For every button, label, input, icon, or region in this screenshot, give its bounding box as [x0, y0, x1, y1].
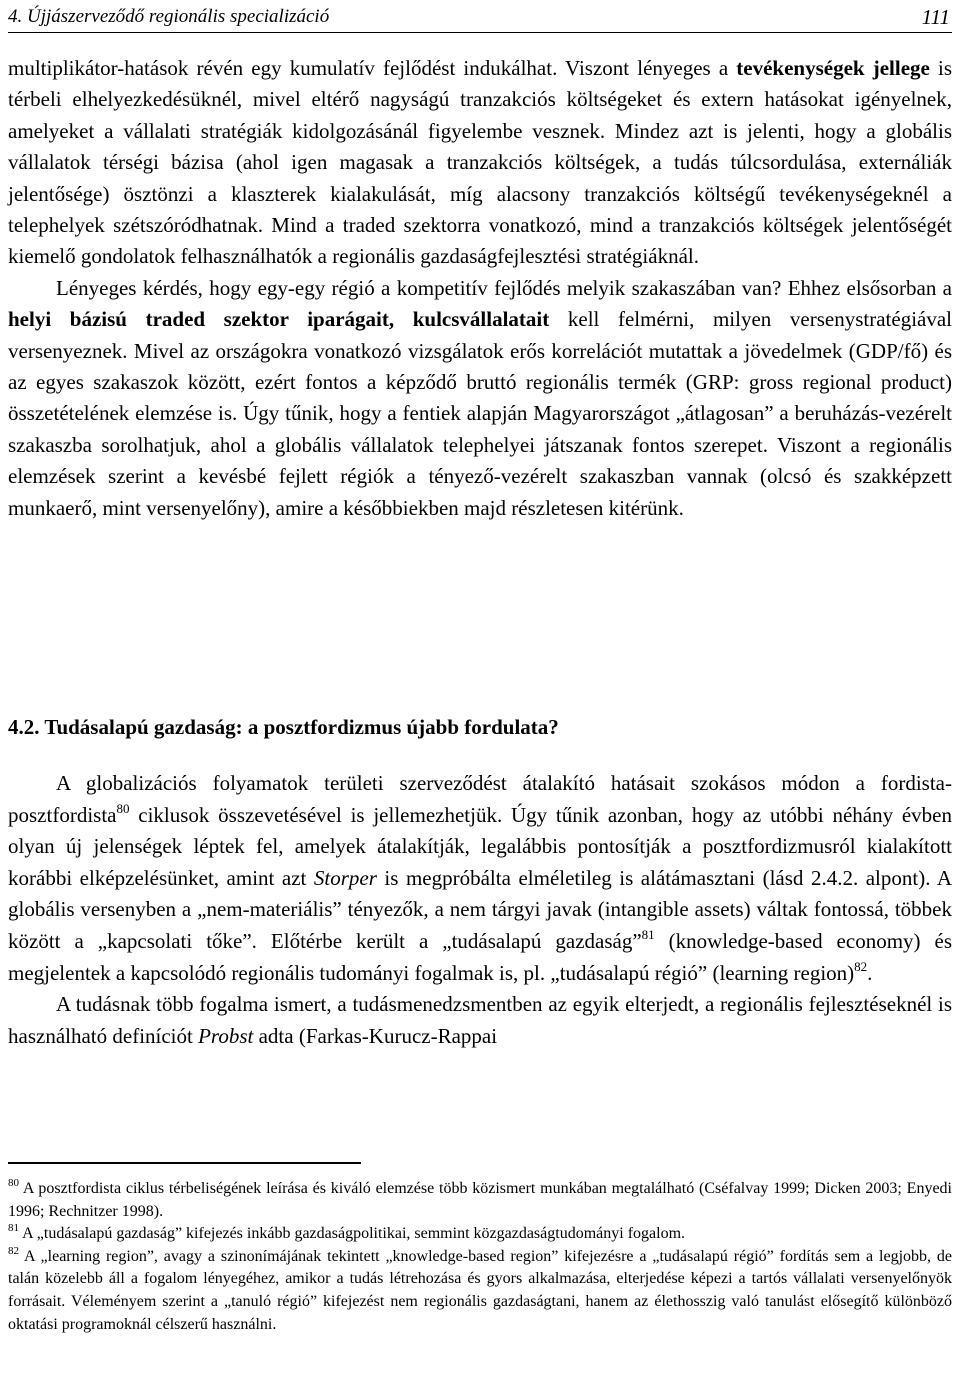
footnote-82 — [8, 1246, 952, 1336]
p3-text-a: A globalizációs folyamatok területi szerveződést átalakító hatásait szokásos módon a fordista-posztfordista — [8, 771, 952, 827]
p2-text-a: Lényeges kérdés, hogy egy-egy régió a kompetitív fejlődés melyik szakaszában van? Ehhez elsősorban a — [56, 275, 952, 300]
p3-text-f: . — [867, 960, 873, 985]
paragraph-2 — [8, 273, 952, 524]
footnote-ref-81[interactable]: 81 — [641, 926, 655, 942]
p1-bold-term: tevékenységek jellege — [736, 56, 930, 80]
running-header — [8, 4, 952, 33]
footnote-ref-80[interactable]: 80 — [116, 800, 130, 816]
footnote-80 — [8, 1178, 952, 1223]
chapter-title: 4. Újjászerveződő regionális specializáció — [8, 6, 330, 27]
footnote-81 — [8, 1223, 952, 1246]
footnote-text: A posztfordista ciklus térbeliségének leírása és kiváló elemzése több közismert munkában megtalálható (Cséfalvay 1999; Dicken 2003; Enyedi 1996; Rechnitzer 1998). — [8, 1180, 952, 1220]
paragraph-1 — [8, 53, 952, 273]
body-text-section — [8, 768, 952, 1052]
p2-text-c: kell felmérni, milyen versenystratégiával versenyeznek. Mivel az országokra vonatkozó vizsgálatok erős korrelációt mutattak a jövedelmek (GDP/fő) és az egyes szakaszok között, ezért fontos a képződő bruttó regionális termék (GRP: gross regional product) összetételének elemzése is. Úgy tűnik, hogy a fentiek alapján Magyarországot „átlagosan” a beruházás-vezérelt szakaszba sorolhatjuk, ahol a globális vállalatok telephelyei játszanak fontos szerepet. Viszont a regionális elemzések szerint a kevésbé fejlett régiók a tényező-vezérelt szakaszban vannak (olcsó és szakképzett munkaerő, mint versenyelőny), amire a későbbiekben majd részletesen kitérünk. — [8, 307, 952, 520]
p3-text-d: is megpróbálta elméletileg is alátámasztani (lásd 2.4.2. alpont). A globális versenyben a „nem-materiális” tényezők, a nem tárgyi javak (intangible assets) váltak fontossá, többek között a „kapcsolati tőke”. Előtérbe került a „tudásalapú gazdaság” — [8, 865, 952, 953]
footnote-separator — [8, 1162, 361, 1164]
p2-bold-term: helyi bázisú traded szektor iparágait, kulcsvállalatait — [8, 307, 550, 332]
footnotes — [8, 1178, 952, 1336]
p4-italic-author: Probst — [198, 1023, 254, 1048]
p3-italic-author: Storper — [313, 865, 377, 890]
footnote-text: A „learning region”, avagy a szinonímájának tekintett „knowledge-based region” kifejezésre a „tudásalapú régió” fordítás sem a legjobb, de talán közelebb áll a fogalom lényegéhez, amikor a tudás létrehozása és gyors alkalmazása, elterjedése képezi a tartós vállalati versenyelőnyök forrásait. Véleményem szerint a „tanuló régió” kifejezést nem regionális gazdaságtani, hanem az élethosszig való tanulást elősegítő különböző oktatási programoknál célszerű használni. — [8, 1247, 952, 1333]
p3-text-e: (knowledge-based economy) és megjelentek a kapcsolódó regionális tudományi fogalmak is, pl. „tudásalapú régió” (learning region) — [8, 928, 952, 985]
footnote-ref-82[interactable]: 82 — [854, 958, 868, 974]
paragraph-4 — [8, 989, 952, 1052]
paragraph-3 — [8, 768, 952, 989]
p4-text-c: adta (Farkas-Kurucz-Rappai — [253, 1023, 498, 1048]
page-number: 111 — [921, 5, 950, 29]
p1-text-a: multiplikátor-hatások révén egy kumulatív fejlődést indukálhat. Viszont lényeges a — [8, 56, 737, 80]
section-heading: 4.2. Tudásalapú gazdaság: a posztfordizmus újabb fordulata? — [8, 715, 559, 739]
footnote-number: 80 — [8, 1177, 19, 1189]
p1-text-c: is térbeli elhelyezkedésüknél, mivel eltérő nagyságú tranzakciós költségeket és extern hatásokat igényelnek, amelyeket a vállalati stratégiák kidolgozásánál figyelembe vesznek. Mindez azt is jelenti, hogy a globális vállalatok térségi bázisa (ahol igen magasak a tranzakciós költségek, a tudás túlcsordulása, externáliák jelentősége) ösztönzi a klaszterek kialakulását, míg alacsony tranzakciós költségű tevékenységeknél a telephelyek szétszóródhatnak. Mind a traded szektorra vonatkozó, mind a tranzakciós költségek jelentőségét kiemelő gondolatok felhasználhatók a regionális gazdaságfejlesztési stratégiáknál. — [8, 56, 952, 269]
body-text-top — [8, 53, 952, 524]
footnote-number: 81 — [8, 1222, 19, 1235]
footnote-number: 82 — [8, 1244, 19, 1257]
p4-text-a: A tudásnak több fogalma ismert, a tudásmenedzsmentben az egyik elterjedt, a regionális fejlesztéseknél is használható definíciót — [8, 992, 952, 1048]
p3-text-b: ciklusok összevetésével is jellemezhetjük. Úgy tűnik azonban, hogy az utóbbi néhány évben olyan új jelenségek léptek fel, amelyek átalakítják, legalábbis pontosítják a posztfordizmusról kialakított korábbi elképzelésünket, amint azt — [8, 802, 952, 890]
footnote-text: A „tudásalapú gazdaság” kifejezés inkább gazdaságpolitikai, semmint közgazdaságtudományi fogalom. — [19, 1225, 686, 1243]
